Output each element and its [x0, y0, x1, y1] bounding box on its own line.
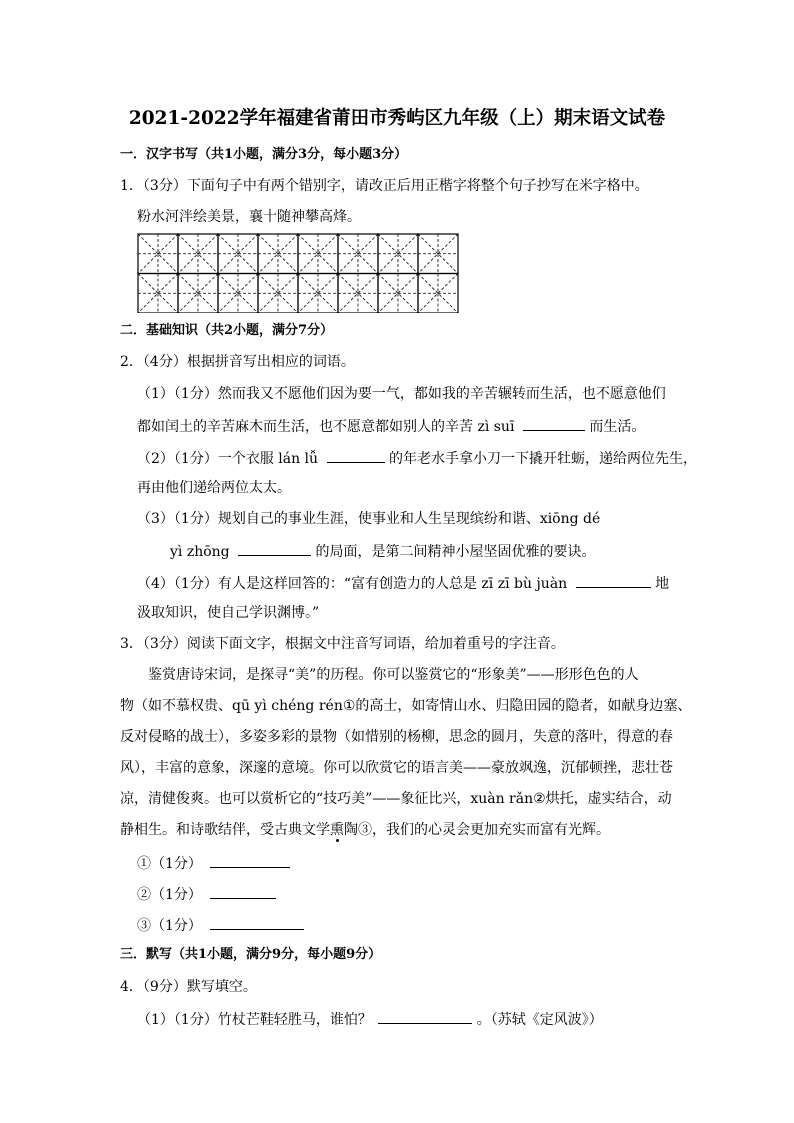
passage-line-4: 风），丰富的意象，深邃的意境。你可以欣赏它的语言美——豪放飒逸，沉郁顿挫，悲壮苍 [120, 760, 673, 776]
page-title: 2021-2022学年福建省莆田市秀屿区九年级（上）期末语文试卷 [128, 108, 666, 129]
marker-2: ② [533, 791, 546, 807]
answer-line-1 [137, 852, 290, 874]
q2-4-line-1 [137, 572, 669, 594]
q2-2-line-1 [137, 447, 697, 469]
q2-1-tail: 而生活。 [589, 419, 646, 435]
passage-line-5 [120, 789, 672, 809]
passage-text: 的高士，如寄情山水、归隐田园的隐者，如献身边塞、 [355, 698, 692, 714]
q2-3-line-2 [170, 540, 596, 562]
q2-3-tail: 的局面，是第二间精神小屋坚固优雅的要诀。 [315, 544, 596, 560]
q2-4-line-2: 汲取知识，使自己学识渊博。” [137, 605, 320, 621]
passage-line-2 [120, 696, 691, 716]
passage-pinyin-2: 凉，清健俊爽。也可以赏析它的“技巧美”——象征比兴，xuàn rǎn [120, 791, 534, 807]
q2-1-line-1: （1）（1分）然而我又不愿他们因为要一气，都如我的辛苦辗转而生活，也不愿意他们 [137, 386, 666, 402]
answer-blank[interactable] [210, 883, 276, 899]
answer-blank[interactable] [238, 540, 311, 556]
passage-text: 静相生。和诗歌结伴，受古典文学 [120, 822, 330, 838]
q2-3-line-1: （3）（1分）规划自己的事业生涯，使事业和人生呈现缤纷和谐、xiōng dé [137, 511, 601, 527]
q4-1-line [137, 1008, 603, 1030]
emphasized-char [330, 822, 344, 838]
passage-line-6 [120, 820, 610, 840]
answer-label: ③（1分） [137, 918, 202, 934]
answer-blank[interactable] [378, 1008, 472, 1024]
q2-3-pinyin: yì zhōng [170, 544, 230, 560]
answer-label: ②（1分） [137, 887, 202, 903]
question-1: 1．（3分）下面句子中有两个错别字，请改正后用正楷字将整个句子抄写在米字格中。 [120, 178, 649, 194]
question-4: 4．（9分）默写填空。 [120, 979, 257, 995]
answer-blank[interactable] [576, 572, 651, 588]
q2-2-line-2: 再由他们递给两位太太。 [137, 480, 291, 496]
section-heading-3: 三．默写（共1小题，满分9分，每小题9分） [120, 947, 382, 962]
q4-1-text: （1）（1分）竹杖芒鞋轻胜马，谁怕？ [137, 1012, 372, 1028]
passage-pinyin-1: 物（如不慕权贵、qū yì chéng rén [120, 698, 343, 714]
q4-1-tail: 。（苏轼《定风波》） [476, 1012, 603, 1028]
answer-blank[interactable] [210, 914, 304, 930]
q2-2-text: （2）（1分）一个衣服 lán lǚ [137, 451, 319, 467]
q2-1-text: 都如闰土的辛苦麻木而生活，也不愿意都如别人的辛苦 zì suī [137, 419, 515, 435]
mi-character-grid[interactable] [137, 233, 461, 313]
emphasized-char-text: 熏 [330, 822, 344, 838]
emphasis-dot [336, 839, 339, 842]
marker-1: ① [342, 698, 356, 714]
passage-text: 烘托，虚实结合，动 [545, 791, 672, 807]
answer-line-3 [137, 914, 304, 936]
q2-1-line-2 [137, 415, 645, 437]
q2-2-tail: 的年老水手拿小刀一下撬开牡蛎，递给两位先生， [388, 451, 697, 467]
section-heading-1: 一．汉字书写（共1小题，满分3分，每小题3分） [120, 147, 408, 162]
answer-blank[interactable] [327, 447, 385, 463]
answer-blank[interactable] [523, 415, 585, 431]
q2-4-text: （4）（1分）有人是这样回答的：“富有创造力的人总是 zī zī bù juàn [137, 576, 568, 592]
q1-sentence: 粉水河泮绘美景，襄十随神攀高烽。 [137, 209, 361, 225]
q2-4-tail: 地 [655, 576, 670, 592]
question-2: 2．（4分）根据拼音写出相应的词语。 [120, 354, 355, 370]
passage-text: 陶③，我们的心灵会更加充实而富有光辉。 [344, 822, 610, 838]
section-heading-2: 二．基础知识（共2小题，满分7分） [120, 323, 334, 338]
answer-line-2 [137, 883, 276, 905]
answer-label: ①（1分） [137, 856, 202, 872]
answer-blank[interactable] [210, 852, 290, 868]
passage-line-1: 鉴赏唐诗宋词，是探寻“美”的历程。你可以鉴赏它的“形象美”——形形色色的人 [148, 667, 639, 683]
question-3: 3．（3分）阅读下面文字，根据文中注音写词语，给加着重号的字注音。 [120, 636, 565, 652]
passage-line-3: 反对侵略的战士），多姿多彩的景物（如惜别的杨柳，思念的圆月，失意的落叶，得意的春 [120, 729, 673, 745]
